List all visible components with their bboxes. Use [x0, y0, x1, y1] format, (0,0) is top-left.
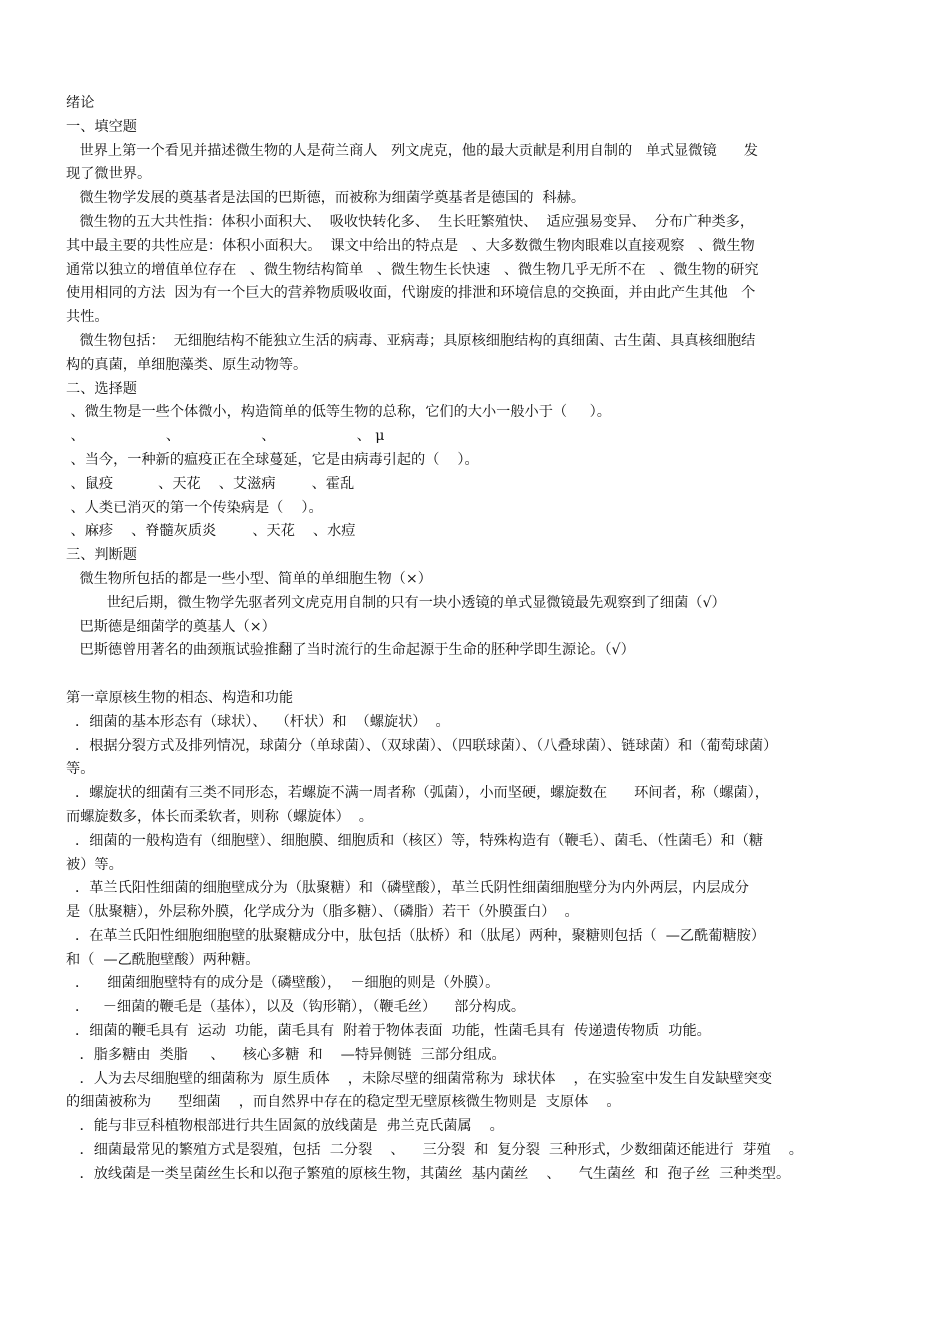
text-line: 、麻疹 、脊髓灰质炎 、天花 、水痘: [66, 523, 356, 540]
text-line: 微生物所包括的都是一些小型、简单的单细胞生物（×）: [66, 570, 432, 587]
text-line: 、鼠疫 、天花 、艾滋病 、霍乱: [66, 475, 355, 492]
text-line: 现了微世界。: [66, 166, 152, 183]
text-line: 第一章原核生物的相态、构造和功能: [66, 689, 294, 706]
text-line: ．革兰氏阳性细菌的细胞壁成分为（肽聚糖）和（磷壁酸），革兰氏阴性细菌细胞壁分为内外两层，内层成分: [66, 880, 749, 897]
text-line: 微生物学发展的奠基者是法国的巴斯德，而被称为细菌学奠基者是德国的 科赫。: [66, 190, 586, 207]
text-line: 二、选择题: [66, 380, 137, 397]
text-line: 、 、 、 、 μ: [66, 428, 385, 445]
text-line: ．细菌的鞭毛具有 运动 功能，菌毛具有 附着于物体表面 功能，性菌毛具有 传递遗传物质 功能。: [66, 1023, 711, 1040]
text-line: 世界上第一个看见并描述微生物的人是荷兰商人 列文虎克，他的最大贡献是利用自制的 单式显微镜 发: [66, 142, 758, 159]
text-line: [66, 663, 886, 687]
text-line: 、当今，一种新的瘟疫正在全球蔓延，它是由病毒引起的（ ）。: [66, 451, 479, 468]
text-line: ．在革兰氏阳性细胞细胞壁的肽聚糖成分中，肽包括（肽桥）和（肽尾）两种，聚糖则包括（ —乙酰葡糖胺）: [66, 927, 766, 944]
text-line: ．细菌最常见的繁殖方式是裂殖，包括 二分裂 、 三分裂 和 复分裂 三种形式，少数细菌还能进行 芽殖 。: [66, 1142, 803, 1159]
text-line: ．脂多糖由 类脂 、 核心多糖 和 —特异侧链 三部分组成。: [66, 1046, 506, 1063]
text-line: 绪论: [66, 95, 95, 111]
text-line: 构的真菌，单细胞藻类、原生动物等。: [66, 356, 308, 373]
text-line: ．能与非豆科植物根部进行共生固氮的放线菌是 弗兰克氏菌属 。: [66, 1118, 504, 1135]
text-line: ．细菌的基本形态有（球状）、 （杆状）和 （螺旋状） 。: [66, 713, 450, 730]
text-line: 一、填空题: [66, 118, 137, 135]
text-line: 是（肽聚糖），外层称外膜，化学成分为（脂多糖）、（磷脂）若干（外膜蛋白） 。: [66, 904, 579, 921]
text-line: 其中最主要的共性应是：体积小面积大。 课文中给出的特点是 、大多数微生物肉眼难以直接观察 、微生物: [66, 237, 755, 254]
text-line: 使用相同的方法 因为有一个巨大的营养物质吸收面，代谢废的排泄和环境信息的交换面，并由此产生其他 个: [66, 285, 756, 302]
text-line: 微生物包括： 无细胞结构不能独立生活的病毒、亚病毒；具原核细胞结构的真细菌、古生菌、具真核细胞结: [66, 332, 756, 349]
text-line: 共性。: [66, 309, 109, 326]
text-line: 通常以独立的增值单位存在 、微生物结构简单 、微生物生长快速 、微生物几乎无所不在 、微生物的研究: [66, 261, 759, 278]
text-line: 微生物的五大共性指：体积小面积大、 吸收快转化多、 生长旺繁殖快、 适应强易变异、 分布广种类多，: [66, 213, 755, 230]
text-line: 的细菌被称为 型细菌 ，而自然界中存在的稳定型无壁原核微生物则是 支原体 。: [66, 1094, 621, 1111]
text-line: ．根据分裂方式及排列情况，球菌分（单球菌）、（双球菌）、（四联球菌）、（八叠球菌）、链球菌）和（葡萄球菌）: [66, 737, 778, 754]
text-line: ．人为去尽细胞壁的细菌称为 原生质体 ，未除尽壁的细菌常称为 球状体 ，在实验室中发生自发缺壁突变: [66, 1070, 773, 1087]
text-line: 巴斯德曾用著名的曲颈瓶试验推翻了当时流行的生命起源于生命的胚种学即生源论。（√）: [66, 642, 635, 659]
text-line: 被）等。: [66, 856, 123, 873]
text-line: 而螺旋数多，体长而柔软者，则称（螺旋体） 。: [66, 808, 373, 825]
text-line: 巴斯德是细菌学的奠基人（×）: [66, 618, 276, 635]
document-body: [66, 92, 886, 1187]
text-line: 、人类已消灭的第一个传染病是（ ）。: [66, 499, 323, 516]
text-line: ．放线菌是一类呈菌丝生长和以孢子繁殖的原核生物，其菌丝 基内菌丝 、 气生菌丝 和 孢子丝 三种类型。: [66, 1165, 791, 1182]
text-line: ．螺旋状的细菌有三类不同形态，若螺旋不满一周者称（弧菌），小而坚硬，螺旋数在 环间者，称（螺菌），: [66, 785, 769, 802]
text-line: ． －细菌的鞭毛是（基体），以及（钩形鞘），（鞭毛丝） 部分构成。: [66, 999, 526, 1016]
text-line: ．细菌的一般构造有（细胞壁）、细胞膜、细胞质和（核区）等，特殊构造有（鞭毛）、菌毛、（性菌毛）和（糖: [66, 832, 764, 849]
text-line: 等。: [66, 761, 95, 778]
text-line: ． 细菌细胞壁特有的成分是（磷壁酸）， －细胞的则是（外膜）。: [66, 975, 500, 992]
text-line: 、微生物是一些个体微小，构造简单的低等生物的总称，它们的大小一般小于（ ）。: [66, 404, 611, 421]
text-line: 和（ —乙酰胞壁酸）两种糖。: [66, 951, 260, 968]
text-line: 三、判断题: [66, 547, 137, 564]
text-line: 世纪后期，微生物学先驱者列文虎克用自制的只有一块小透镜的单式显微镜最先观察到了细菌（√）: [66, 594, 726, 611]
